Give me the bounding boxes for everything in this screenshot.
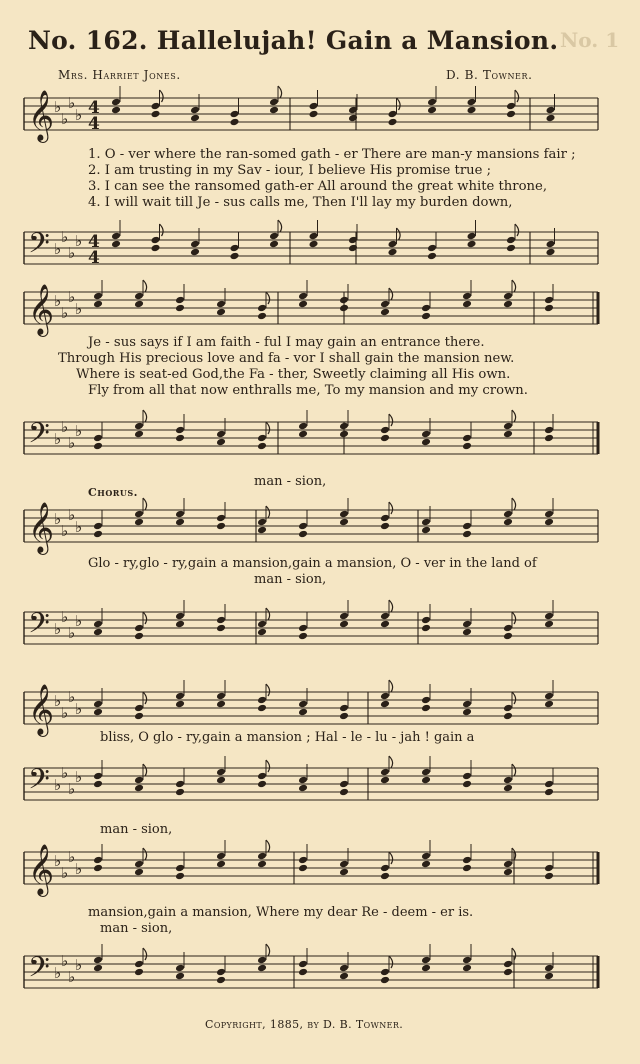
svg-text:♭: ♭ — [68, 244, 76, 262]
verse-1-line-2: Je - sus says if I am faith - ful I may gain an entrance there. — [88, 335, 485, 350]
copyright-notice: Copyright, 1885, by D. B. Towner. — [205, 1018, 404, 1031]
mansion-lyric-3: man - sion, — [100, 822, 173, 837]
chorus-label: Chorus. — [88, 486, 139, 499]
composer-credit: D. B. Towner. — [446, 68, 533, 82]
svg-text:♭: ♭ — [75, 422, 83, 440]
treble-clef-icon: 𝄞 — [28, 284, 55, 335]
system-1-treble-staff — [0, 90, 640, 146]
svg-text:♭: ♭ — [68, 506, 76, 524]
svg-text:♭: ♭ — [54, 776, 62, 794]
svg-text:♭: ♭ — [61, 110, 69, 128]
bass-clef-icon: 𝄢 — [28, 417, 50, 457]
system-4-bass-staff — [0, 763, 640, 816]
svg-text:♭: ♭ — [54, 510, 62, 528]
mansion-lyric-1: man - sion, — [254, 474, 327, 489]
svg-text:♭: ♭ — [54, 964, 62, 982]
verse-3-line-1: 3. I can see the ransomed gath-er All around the great white throne, — [88, 179, 548, 194]
bass-clef-icon: 𝄢 — [28, 763, 50, 803]
system-1-bass-staff — [0, 227, 640, 280]
svg-text:♭: ♭ — [75, 956, 83, 974]
svg-text:♭: ♭ — [61, 608, 69, 626]
svg-text:♭: ♭ — [54, 430, 62, 448]
svg-text:♭: ♭ — [75, 232, 83, 250]
chorus-lyric-line-2: bliss, O glo - ry,gain a mansion ; Hal - le - lu - jah ! gain a — [100, 730, 475, 745]
svg-text:♭: ♭ — [75, 518, 83, 536]
svg-text:♭: ♭ — [75, 860, 83, 878]
system-2-treble-staff — [0, 284, 640, 340]
svg-text:4: 4 — [88, 114, 100, 134]
system-5-treble-staff — [0, 844, 640, 900]
svg-text:♭: ♭ — [68, 848, 76, 866]
svg-text:♭: ♭ — [68, 688, 76, 706]
verse-4-line-1: 4. I will wait till Je - sus calls me, Then I'll lay my burden down, — [88, 195, 513, 210]
svg-text:♭: ♭ — [68, 624, 76, 642]
system-3-bass-staff — [0, 607, 640, 660]
svg-text:♭: ♭ — [68, 968, 76, 986]
svg-text:♭: ♭ — [68, 780, 76, 798]
treble-clef-icon: 𝄞 — [28, 90, 55, 141]
svg-text:♭: ♭ — [75, 612, 83, 630]
system-5-bass-staff — [0, 951, 640, 1004]
svg-text:♭: ♭ — [61, 704, 69, 722]
bass-clef-icon: 𝄢 — [28, 951, 50, 991]
svg-text:♭: ♭ — [75, 106, 83, 124]
bass-clef-icon: 𝄢 — [28, 607, 50, 647]
svg-text:♭: ♭ — [68, 94, 76, 112]
svg-text:♭: ♭ — [75, 768, 83, 786]
svg-text:♭: ♭ — [54, 98, 62, 116]
mansion-lyric-2: man - sion, — [254, 572, 327, 587]
svg-text:♭: ♭ — [68, 434, 76, 452]
bass-clef-icon: 𝄢 — [28, 227, 50, 267]
svg-text:♭: ♭ — [61, 864, 69, 882]
verse-2-line-1: 2. I am trusting in my Sav - iour, I believe His promise true ; — [88, 163, 492, 178]
verse-3-line-2: Where is seat-ed God,the Fa - ther, Sweetly claiming all His own. — [76, 367, 511, 382]
verse-1-line-1: 1. O - ver where the ran-somed gath - er There are man-y mansions fair ; — [88, 147, 576, 162]
svg-text:♭: ♭ — [54, 620, 62, 638]
svg-text:♭: ♭ — [75, 700, 83, 718]
system-2-bass-staff — [0, 417, 640, 470]
chorus-lyric-line-3: mansion,gain a mansion, Where my dear Re - deem - er is. — [88, 905, 474, 920]
system-3-treble-staff — [0, 502, 640, 558]
svg-text:♭: ♭ — [61, 952, 69, 970]
svg-text:♭: ♭ — [61, 304, 69, 322]
svg-text:♭: ♭ — [75, 300, 83, 318]
svg-text:4: 4 — [88, 98, 100, 118]
svg-text:♭: ♭ — [54, 692, 62, 710]
author-credit: Mrs. Harriet Jones. — [58, 68, 181, 82]
svg-text:♭: ♭ — [61, 418, 69, 436]
mansion-lyric-4: man - sion, — [100, 921, 173, 936]
svg-text:♭: ♭ — [54, 292, 62, 310]
hymn-title: No. 162. Hallelujah! Gain a Mansion. — [28, 26, 559, 55]
treble-clef-icon: 𝄞 — [28, 502, 55, 553]
verse-4-line-2: Fly from all that now enthralls me, To my mansion and my crown. — [88, 383, 528, 398]
svg-text:♭: ♭ — [61, 228, 69, 246]
bleed-through-text: No. 1 — [560, 28, 620, 52]
svg-text:♭: ♭ — [54, 240, 62, 258]
svg-text:♭: ♭ — [68, 288, 76, 306]
verse-2-line-2: Through His precious love and fa - vor I shall gain the mansion new. — [58, 351, 515, 366]
svg-text:♭: ♭ — [54, 852, 62, 870]
treble-clef-icon: 𝄞 — [28, 844, 55, 895]
chorus-lyric-line-1: Glo - ry,glo - ry,gain a mansion,gain a mansion, O - ver in the land of — [88, 556, 537, 571]
svg-text:4: 4 — [88, 232, 100, 252]
svg-text:♭: ♭ — [61, 522, 69, 540]
treble-clef-icon: 𝄞 — [28, 684, 55, 735]
svg-text:♭: ♭ — [61, 764, 69, 782]
svg-text:4: 4 — [88, 248, 100, 268]
